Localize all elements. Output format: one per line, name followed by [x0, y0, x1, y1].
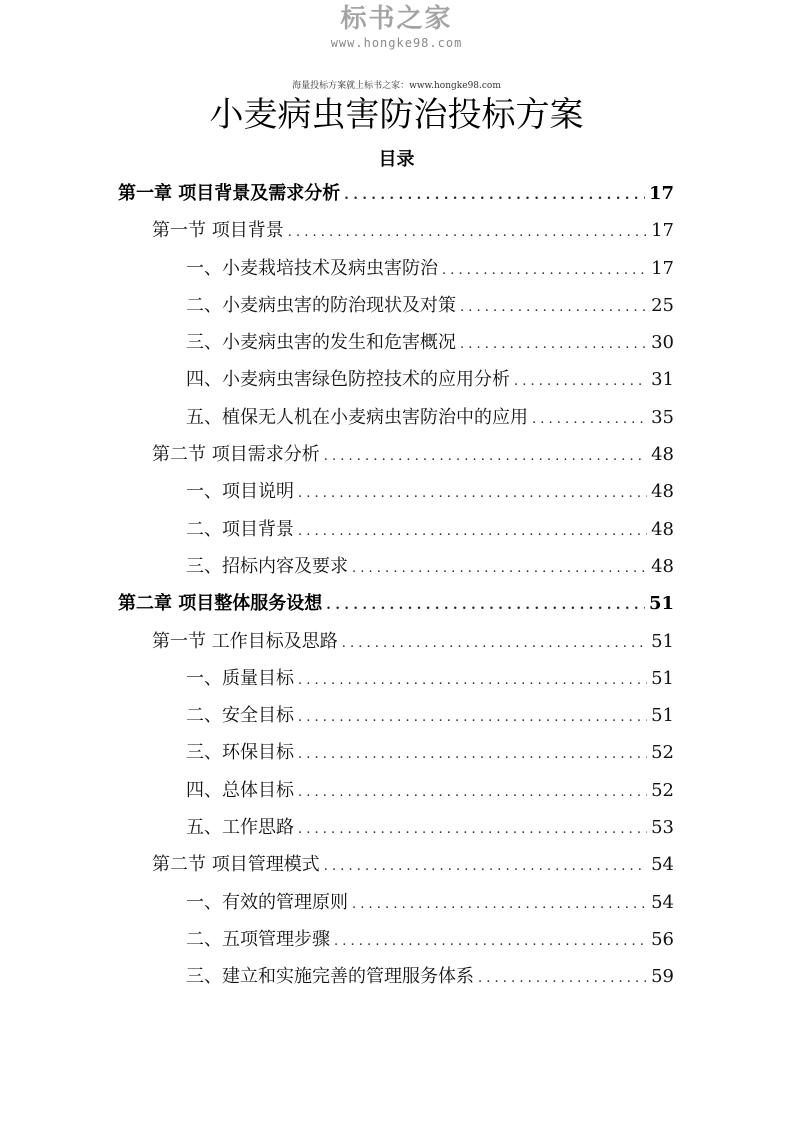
table-of-contents — [118, 175, 674, 996]
toc-dot-leader — [298, 699, 647, 736]
toc-entry-page-number: 51 — [651, 667, 674, 689]
toc-entry-label: 第二节 项目管理模式 — [152, 854, 320, 876]
toc-entry-page-number: 51 — [651, 630, 674, 652]
toc-entry-page-number: 54 — [651, 854, 674, 876]
toc-dot-leader — [342, 625, 647, 662]
toc-entry-page-number: 25 — [651, 294, 674, 316]
toc-entry-label: 五、工作思路 — [186, 817, 294, 839]
toc-heading: 目录 — [378, 149, 415, 170]
toc-entry-page-number: 53 — [651, 817, 674, 839]
toc-entry-page-number: 48 — [651, 444, 674, 466]
toc-entry-label: 第一章 项目背景及需求分析 — [118, 183, 341, 204]
toc-dot-leader — [298, 736, 647, 773]
toc-entry[interactable] — [118, 660, 674, 697]
toc-entry-label: 三、环保目标 — [186, 742, 294, 764]
toc-dot-leader — [478, 960, 647, 997]
toc-dot-leader — [298, 662, 647, 699]
toc-entry[interactable] — [118, 361, 674, 398]
toc-entry-page-number: 54 — [651, 891, 674, 913]
toc-entry[interactable] — [118, 734, 674, 771]
toc-entry-page-number: 30 — [651, 332, 674, 354]
toc-entry[interactable] — [118, 324, 674, 361]
toc-entry-label: 三、小麦病虫害的发生和危害概况 — [186, 332, 456, 354]
toc-entry[interactable] — [118, 884, 674, 921]
toc-dot-leader — [324, 438, 647, 475]
toc-entry-page-number: 52 — [651, 779, 674, 801]
toc-dot-leader — [288, 214, 647, 251]
toc-dot-leader — [442, 252, 647, 289]
toc-entry-page-number: 56 — [651, 928, 674, 950]
toc-entry[interactable] — [118, 473, 674, 510]
toc-entry-page-number: 48 — [651, 481, 674, 503]
document-title: 小麦病虫害防治投标方案 — [209, 95, 584, 135]
toc-dot-leader — [298, 513, 647, 550]
toc-entry[interactable] — [118, 623, 674, 660]
toc-entry-label: 二、安全目标 — [186, 705, 294, 727]
toc-entry[interactable] — [118, 921, 674, 958]
toc-entry[interactable] — [118, 585, 674, 622]
toc-entry-page-number: 48 — [651, 518, 674, 540]
toc-entry[interactable] — [118, 958, 674, 995]
toc-entry-label: 三、招标内容及要求 — [186, 555, 348, 577]
toc-entry-label: 二、小麦病虫害的防治现状及对策 — [186, 294, 456, 316]
toc-entry-label: 四、总体目标 — [186, 779, 294, 801]
toc-entry-label: 第一节 工作目标及思路 — [152, 630, 338, 652]
toc-entry-label: 一、小麦栽培技术及病虫害防治 — [186, 257, 438, 279]
toc-entry-page-number: 51 — [651, 705, 674, 727]
toc-entry-label: 五、植保无人机在小麦病虫害防治中的应用 — [186, 406, 528, 428]
toc-entry[interactable] — [118, 697, 674, 734]
toc-entry-page-number: 17 — [651, 257, 674, 279]
toc-entry-page-number: 52 — [651, 742, 674, 764]
toc-entry-page-number: 31 — [651, 369, 674, 391]
toc-entry[interactable] — [118, 809, 674, 846]
toc-entry-label: 第二节 项目需求分析 — [152, 444, 320, 466]
toc-entry-label: 一、项目说明 — [186, 481, 294, 503]
toc-entry-page-number: 48 — [651, 555, 674, 577]
toc-dot-leader — [324, 848, 647, 885]
toc-dot-leader — [298, 774, 647, 811]
logo-url: www.hongke98.com — [330, 36, 463, 50]
toc-entry-label: 三、建立和实施完善的管理服务体系 — [186, 966, 474, 988]
toc-dot-leader — [460, 326, 647, 363]
toc-entry-label: 第一节 项目背景 — [152, 220, 284, 242]
toc-dot-leader — [334, 923, 647, 960]
toc-entry-page-number: 51 — [648, 593, 674, 615]
toc-entry-label: 二、项目背景 — [186, 518, 294, 540]
toc-entry[interactable] — [118, 212, 674, 249]
header-ad-line: 海量投标方案就上标书之家：www.hongke98.com — [292, 81, 501, 91]
toc-entry[interactable] — [118, 250, 674, 287]
toc-dot-leader — [298, 811, 647, 848]
toc-entry-label: 一、有效的管理原则 — [186, 891, 348, 913]
toc-dot-leader — [514, 363, 647, 400]
toc-entry[interactable] — [118, 175, 674, 212]
toc-entry-label: 第二章 项目整体服务设想 — [118, 593, 323, 615]
toc-entry[interactable] — [118, 399, 674, 436]
toc-entry-page-number: 35 — [651, 406, 674, 428]
toc-entry-label: 一、质量目标 — [186, 667, 294, 689]
toc-entry[interactable] — [118, 287, 674, 324]
logo-text: 标书之家 — [340, 4, 453, 34]
toc-entry-page-number: 59 — [651, 966, 674, 988]
toc-dot-leader — [532, 401, 647, 438]
toc-entry-page-number: 17 — [651, 220, 674, 242]
toc-entry[interactable] — [118, 436, 674, 473]
toc-entry[interactable] — [118, 846, 674, 883]
toc-entry[interactable] — [118, 511, 674, 548]
site-logo — [0, 4, 793, 50]
toc-dot-leader — [352, 886, 647, 923]
toc-entry-label: 二、五项管理步骤 — [186, 928, 330, 950]
toc-entry[interactable] — [118, 548, 674, 585]
toc-entry-label: 四、小麦病虫害绿色防控技术的应用分析 — [186, 369, 510, 391]
toc-entry-page-number: 17 — [648, 183, 674, 204]
toc-dot-leader — [344, 177, 645, 214]
toc-dot-leader — [460, 289, 647, 326]
toc-dot-leader — [352, 550, 647, 587]
toc-entry[interactable] — [118, 772, 674, 809]
toc-dot-leader — [298, 475, 647, 512]
toc-dot-leader — [326, 587, 645, 624]
